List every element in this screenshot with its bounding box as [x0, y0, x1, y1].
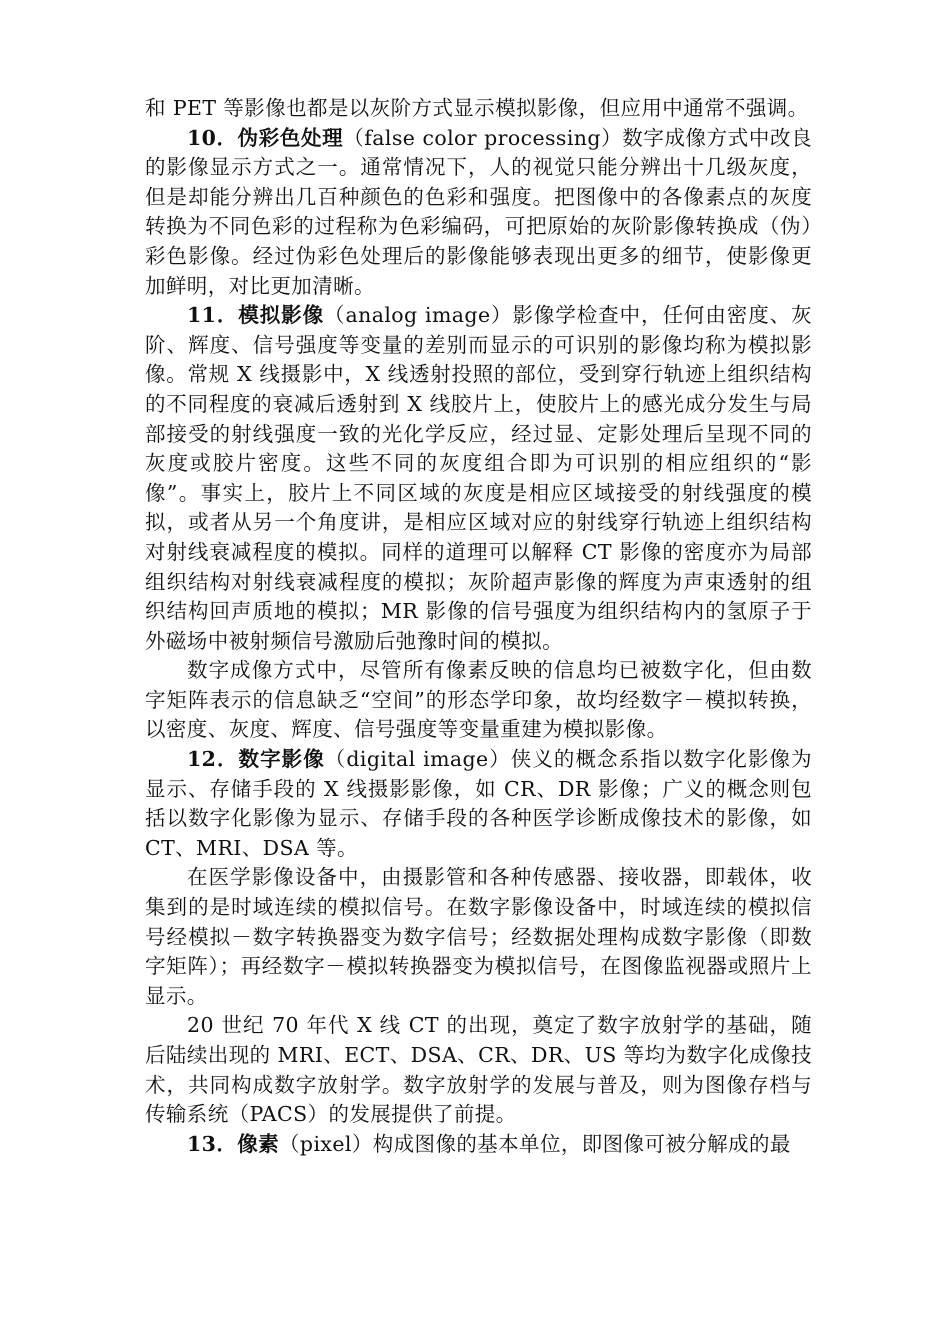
paragraph-pet-note [145, 94, 812, 124]
term-heading: 12．数字影像 [187, 747, 325, 772]
paragraph-text: （analog image）影像学检查中，任何由密度、灰阶、辉度、信号强度等变量的差别而显示的可识别的影像均称为模拟影像。常规 X 线摄影中，X 线透射投照的部位，受到穿行轨迹上组织结构的不同程度的衰减后透射到 X 线胶片上，使胶片上的感光成分发生与局部接受的射线强度一致的光化学反应，经过显、定影处理后呈现不同的灰度或胶片密度。这些不同的灰度组合即为可识别的相应组织的“影像”。事实上，胶片上不同区域的灰度是相应区域接受的射线强度的模拟，或者从另一个角度讲，是相应区域对应的射线穿行轨迹上组织结构对射线衰减程度的模拟。同样的道理可以解释 CT 影像的密度亦为局部组织结构对射线衰减程度的模拟；灰阶超声影像的辉度为声束透射的组织结构回声质地的模拟；MR 影像的信号强度为组织结构内的氢原子于外磁场中被射频信号激励后弛豫时间的模拟。 [145, 303, 813, 653]
paragraph-imaging-equipment [145, 863, 812, 1011]
paragraph-text: （pixel）构成图像的基本单位，即图像可被分解成的最 [279, 1131, 791, 1156]
term-heading: 10．伪彩色处理 [187, 125, 344, 150]
paragraph-ct-history [145, 1011, 812, 1129]
term-heading: 11．模拟影像 [187, 303, 325, 328]
paragraph-false-color [145, 124, 812, 302]
paragraph-text: 和 PET 等影像也都是以灰阶方式显示模拟影像，但应用中通常不强调。 [145, 96, 809, 120]
term-heading: 13．像素 [187, 1131, 280, 1156]
paragraph-digital-image [145, 745, 812, 863]
paragraph-text: （false color processing）数字成像方式中改良的影像显示方式之一。通常情况下，人的视觉只能分辨出十几级灰度，但是却能分辨出几百种颜色的色彩和强度。把图像中的各像素点的灰度转换为不同色彩的过程称为色彩编码，可把原始的灰阶影像转换成（伪）彩色影像。经过伪彩色处理后的影像能够表现出更多的细节，使影像更加鲜明，对比更加清晰。 [145, 125, 812, 298]
paragraph-text: 数字成像方式中，尽管所有像素反映的信息均已被数字化，但由数字矩阵表示的信息缺乏“空间”的形态学印象，故均经数字－模拟转换，以密度、灰度、辉度、信号强度等变量重建为模拟影像。 [145, 658, 812, 742]
paragraph-text: （digital image）侠义的概念系指以数字化影像为显示、存储手段的 X 线摄影影像，如 CR、DR 影像；广义的概念则包括以数字化影像为显示、存储手段的各种医学诊断成像技术的影像，如 CT、MRI、DSA 等。 [145, 747, 812, 860]
paragraph-pixel [145, 1130, 812, 1160]
paragraph-text: 在医学影像设备中，由摄影管和各种传感器、接收器，即载体，收集到的是时域连续的模拟信号。在数字影像设备中，时域连续的模拟信号经模拟－数字转换器变为数字信号；经数据处理构成数字影像（即数字矩阵）；再经数字－模拟转换器变为模拟信号，在图像监视器或照片上显示。 [145, 865, 812, 1008]
paragraph-text: 20 世纪 70 年代 X 线 CT 的出现，奠定了数字放射学的基础，随后陆续出现的 MRI、ECT、DSA、CR、DR、US 等均为数字化成像技术，共同构成数字放射学。数字放射学的发展与普及，则为图像存档与传输系统（PACS）的发展提供了前提。 [145, 1013, 812, 1127]
paragraph-analog-image [145, 301, 812, 656]
paragraph-digital-conversion [145, 656, 812, 745]
